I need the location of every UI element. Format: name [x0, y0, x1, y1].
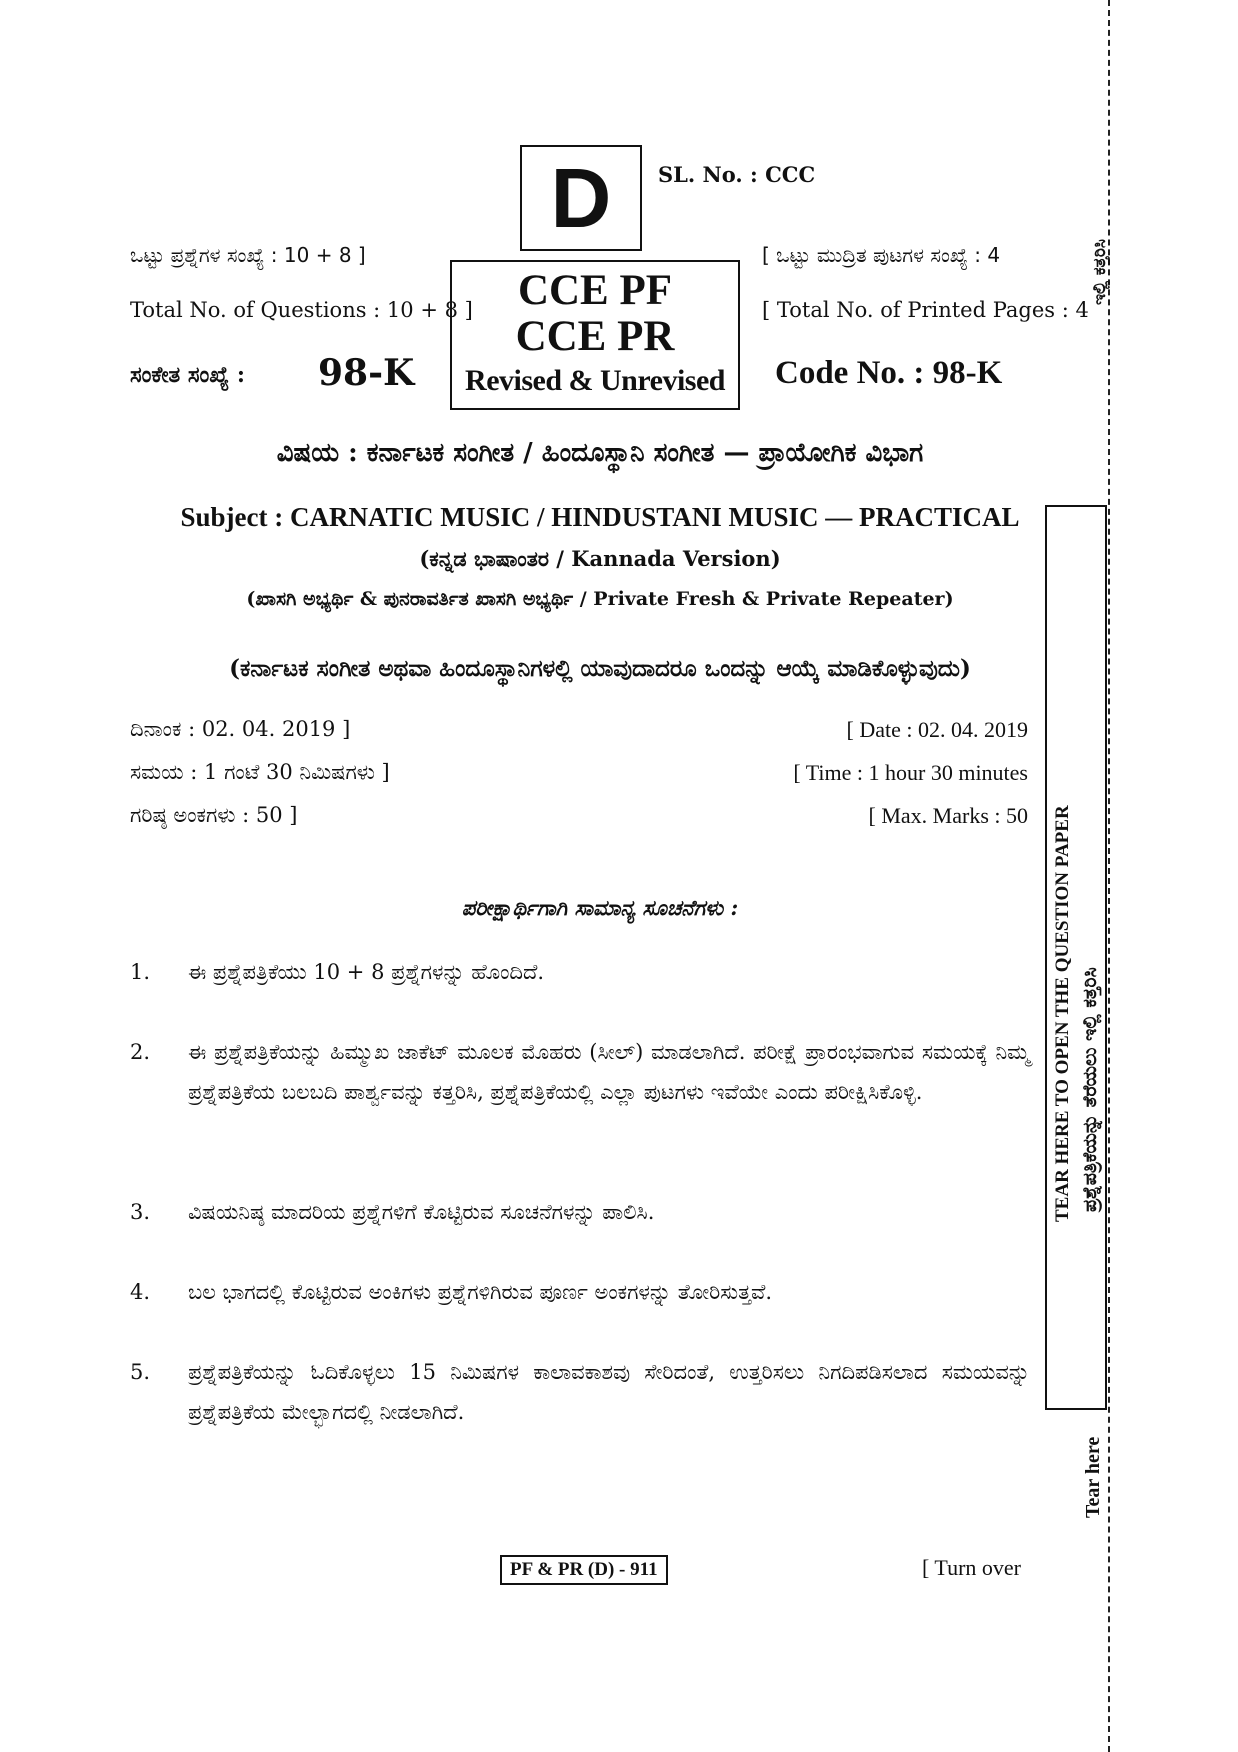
cut-here-kannada: ಇಲ್ಲಿ ಕತ್ತರಿಸಿ: [1090, 239, 1110, 305]
instruction-text: ಬಲ ಭಾಗದಲ್ಲಿ ಕೊಟ್ಟಿರುವ ಅಂಕಿಗಳು ಪ್ರಶ್ನೆಗಳಿಗಿರುವ ಪೂರ್ಣ ಅಂಕಗಳನ್ನು ತೋರಿಸುತ್ತವೆ.: [188, 1280, 773, 1304]
choice-note: (ಕರ್ನಾಟಕ ಸಂಗೀತ ಅಥವಾ ಹಿಂದೂಸ್ಥಾನಿಗಳಲ್ಲಿ ಯಾವುದಾದರೂ ಒಂದನ್ನು ಆಯ್ಕೆ ಮಾಡಿಕೊಳ್ಳುವುದು): [229, 655, 971, 682]
instruction-text: ಪ್ರಶ್ನೆಪತ್ರಿಕೆಯನ್ನು ಓದಿಕೊಳ್ಳಲು 15 ನಿಮಿಷಗಳ ಕಾಲಾವಕಾಶವು ಸೇರಿದಂತೆ, ಉತ್ತರಿಸಲು ನಿಗದಿಪಡಿಸಲಾದ ಸಮಯವನ್ನು ಪ್ರಶ್ನೆಪತ್ರಿಕೆಯ ಮೇಲ್ಭಾಗದಲ್ಲಿ ನೀಡಲಾಗಿದೆ.: [188, 1360, 1030, 1424]
tear-instruction-kannada: ಪ್ರಶ್ನೆಪತ್ರಿಕೆಯನ್ನು ತೆರೆಯಲು ಇಲ್ಲಿ ಕತ್ತರಿಸಿ: [1079, 967, 1101, 1212]
exam-type-line-1: CCE PF: [517, 267, 673, 314]
exam-type-line-3: Revised & Unrevised: [465, 364, 725, 397]
time-english: [ Time : 1 hour 30 minutes: [793, 760, 1028, 785]
instruction-number: 1.: [130, 960, 151, 984]
series-code-box: D: [520, 145, 642, 251]
instruction-number: 3.: [130, 1200, 151, 1224]
time-kannada: ಸಮಯ : 1 ಗಂಟೆ 30 ನಿಮಿಷಗಳು ]: [130, 760, 390, 784]
turn-over-label: [ Turn over: [922, 1555, 1022, 1580]
instruction-text: ವಿಷಯನಿಷ್ಠ ಮಾದರಿಯ ಪ್ರಶ್ನೆಗಳಿಗೆ ಕೊಟ್ಟಿರುವ ಸೂಚನೆಗಳನ್ನು ಪಾಲಿಸಿ.: [188, 1200, 655, 1224]
printed-pages-english: [ Total No. of Printed Pages : 4: [762, 298, 1089, 322]
date-english: [ Date : 02. 04. 2019: [846, 717, 1028, 742]
version-label: (ಕನ್ನಡ ಭಾಷಾಂತರ / Kannada Version): [419, 546, 781, 571]
code-number-english: Code No. : 98-K: [775, 355, 1003, 391]
code-label-kannada: ಸಂಕೇತ ಸಂಖ್ಯೆ :: [130, 362, 246, 388]
exam-type-box: [450, 260, 740, 410]
total-questions-english: Total No. of Questions : 10 + 8 ]: [130, 298, 473, 322]
code-value-kannada: 98-K: [318, 352, 415, 394]
instructions-heading: ಪರೀಕ್ಷಾರ್ಥಿಗಾಗಿ ಸಾಮಾನ್ಯ ಸೂಚನೆಗಳು :: [461, 895, 739, 920]
subject-kannada: ವಿಷಯ : ಕರ್ನಾಟಕ ಸಂಗೀತ / ಹಿಂದೂಸ್ಥಾನಿ ಸಂಗೀತ — ಪ್ರಾಯೋಗಿಕ ವಿಭಾಗ: [276, 438, 924, 468]
subject-english: Subject : CARNATIC MUSIC / HINDUSTANI MUSIC — PRACTICAL: [180, 502, 1020, 532]
total-questions-kannada: ಒಟ್ಟು ಪ್ರಶ್ನೆಗಳ ಸಂಖ್ಯೆ : 10 + 8 ]: [130, 243, 366, 267]
instruction-number: 5.: [130, 1360, 151, 1384]
tear-instruction-english: TEAR HERE TO OPEN THE QUESTION PAPER: [1052, 805, 1073, 1222]
serial-number: SL. No. : CCC: [658, 162, 816, 187]
exam-type-line-2: CCE PR: [515, 313, 675, 360]
printed-pages-kannada: [ ಒಟ್ಟು ಮುದ್ರಿತ ಪುಟಗಳ ಸಂಖ್ಯೆ : 4: [762, 243, 1001, 267]
instruction-text: ಈ ಪ್ರಶ್ನೆಪತ್ರಿಕೆಯನ್ನು ಹಿಮ್ಮುಖ ಜಾಕೆಟ್ ಮೂಲಕ ಮೊಹರು (ಸೀಲ್) ಮಾಡಲಾಗಿದೆ. ಪರೀಕ್ಷೆ ಪ್ರಾರಂಭವಾಗುವ ಸಮಯಕ್ಕೆ ನಿಮ್ಮ ಪ್ರಶ್ನೆಪತ್ರಿಕೆಯ ಬಲಬದಿ ಪಾರ್ಶ್ವವನ್ನು ಕತ್ತರಿಸಿ, ಪ್ರಶ್ನೆಪತ್ರಿಕೆಯಲ್ಲಿ ಎಲ್ಲಾ ಪುಟಗಳು ಇವೆಯೇ ಎಂದು ಪರೀಕ್ಷಿಸಿಕೊಳ್ಳಿ.: [188, 1040, 1030, 1104]
date-kannada: ದಿನಾಂಕ : 02. 04. 2019 ]: [130, 717, 351, 741]
candidate-type: (ಖಾಸಗಿ ಅಭ್ಯರ್ಥಿ & ಪುನರಾವರ್ತಿತ ಖಾಸಗಿ ಅಭ್ಯರ್ಥಿ / Private Fresh & Private Repeater): [246, 588, 954, 610]
tear-here-label: Tear here: [1082, 1436, 1104, 1518]
max-marks-english: [ Max. Marks : 50: [868, 803, 1028, 828]
instruction-number: 4.: [130, 1280, 151, 1304]
instruction-text: ಈ ಪ್ರಶ್ನೆಪತ್ರಿಕೆಯು 10 + 8 ಪ್ರಶ್ನೆಗಳನ್ನು ಹೊಂದಿದೆ.: [188, 960, 545, 984]
page-code: PF & PR (D) - 911: [500, 1555, 668, 1585]
max-marks-kannada: ಗರಿಷ್ಠ ಅಂಕಗಳು : 50 ]: [130, 803, 298, 827]
instruction-number: 2.: [130, 1040, 151, 1064]
